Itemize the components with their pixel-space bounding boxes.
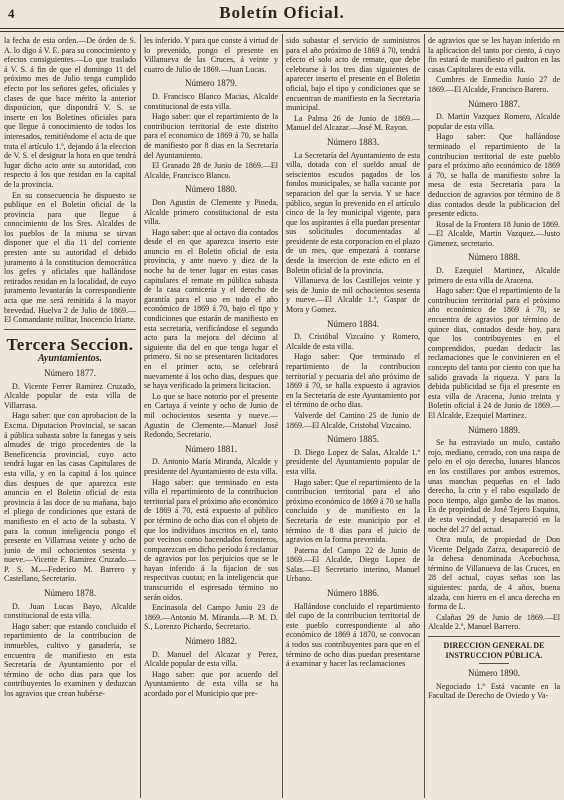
page-header xyxy=(0,0,564,29)
paragraph: Encinasola del Campo Junio 23 de 1869.—Antonio M. Miranda.—P. M. D. S., Lorenzo Pichardo, Secretario. xyxy=(144,603,278,632)
short-divider xyxy=(479,663,509,664)
paragraph: Hago saber: Que el repartimiento de la contribucion territorial para el año próximo económico de 1869 á 70 se halla concluido y de manifiesto en la Secretaría de este municipio por el término de 8 dias para el juicio de agravios en la forma prevenida. xyxy=(286,477,420,545)
page-number: 4 xyxy=(8,6,15,21)
paragraph: Hago saber: que con aprobacion de la Excma. Diputacion Provincial, se sacan á pública subasta sobre la fanegas y seis almudes de trigo procedentes de la Beneficencia provincial, cuyo acto tendrá lugar en las casas Capitulares de esta villa, y en la capital á los quince dias despues de que aparezca este anuncio en el Boletin oficial de esta provincia á las doce de su mañana, bajo el pliego de condiciones que estará de manifiesto en el acto de la subasta. Y para la comun inteligencia pongo el presente en Villarrasa veinte y ocho de junio de mil ochocientos sesenta y nueve.—Vicente F. Ramirez Cruzado.—P. S. M.—Federico M. Barrero y Castellano, Secretario. xyxy=(4,411,136,584)
paragraph: Negociado 1.º Está vacante en la Facultad de Derecho de Oviedo y Va- xyxy=(428,681,560,701)
paragraph: La Palma 26 de Junio de 1869.—Manuel del Alcazar.—José M. Rayon. xyxy=(286,113,420,133)
paragraph: Villanueva de los Castillejos veinte y seis de Junio de mil ochocientos sesenta y nueve.—El Alcalde 1.º, Gaspar de Mora y Gomez. xyxy=(286,276,420,315)
paragraph: Hago saber: Que el repartimiento de la contribucion territorial para el próximo año económico de 1869 á 70, se encuentra de agravios por término de quince dias, contados desde hoy, para que los contribuyentes en el comprendidos, puedan deducir las reclamaciones que le convinieren en el concepto del tanto por ciento con que ha salido gravada la riqueza. Y para la debida publicidad se fija el presente en esta villa de Aracena, Junio treinta y Boletin oficial á 24 de Junio de 1869.—El Alcalde, Ezequiel Martinez. xyxy=(428,286,560,420)
paragraph: D. Cristóbal Vizcaíno y Romero, Alcalde de esta villa. xyxy=(286,332,420,351)
column-1 xyxy=(4,36,136,796)
masthead-title: Boletín Oficial. xyxy=(219,3,345,22)
paragraph: D. Ezequiel Martinez, Alcalde primero de esta villa de Aracena. xyxy=(428,266,560,285)
column-divider xyxy=(282,34,283,798)
paragraph: D. Manuel del Alcazar y Perez, Alcalde popular de esta villa. xyxy=(144,649,278,669)
column-4 xyxy=(428,36,560,796)
column-divider xyxy=(140,34,141,798)
paragraph: En su consecuencia he dispuesto se publique en el Boletin oficial de la provincia para que llegue á conocimiento de los Sres. Alcaldes de los pueblos de la misma se sirvan disponer que el dia 11 del corriente presten ante su autoridad el debido juramento á la constitucion democrática los gefes y oficiales que hallándose retirados residan en la localidad, de cuyo juramento levantarán la correspondiente acta que me será remitida á la mayor brevedad. Huelva 2 de Julio de 1869.—El Comandante militar, Inocencio Iriarte. xyxy=(4,190,136,325)
divider xyxy=(428,636,560,637)
paragraph: Otra mula, de propiedad de Don Vicente Delgado Zarza, desapareció de la dehesa denominada Acebuchosa, término de Villanueva de las Cruces, en 28 del actual, cuyas señas son las siguientes: parda, de 4 años, buena alzada, con hierro en el anca derecha en forma de L. xyxy=(428,535,560,612)
paragraph: D. Vicente Ferrer Ramirez Cruzado, Alcalde popular de esta villa de Villarrasa. xyxy=(4,381,136,410)
paragraph: Se ha estraviado un mulo, castaño rojo, mediano, cerrado, con una raspa de pelo en el ojo derecho, lunares blancos en los costillares por ambos estremos, unas manchas pequeñas en el lado derecho, la crin y el rabo esquilado de poco tiempo, algo gambo de las manos. Es de propiedad de José Tejero Esquina, de esta vecindad, y desapareció en la noche del 27 del actual. xyxy=(428,438,560,534)
paragraph: D. Francisco Blanco Macias, Alcalde constitucional de esta villa. xyxy=(144,91,278,111)
paragraph: Valverde del Camino 25 de Junio de 1869.—El Alcalde, Cristobal Vizcaino. xyxy=(286,410,420,430)
paragraph: El Granado 28 de Junio de 1869.—El Alcalde, Francisco Blanco. xyxy=(144,161,278,180)
notice-number: Número 1881. xyxy=(185,443,237,454)
column-3 xyxy=(286,36,420,796)
paragraph: Hago saber: Que terminado el repartimiento de la contribucion territorial y pecuaria del año próximo de 1869 á 70, se halla expuesto á agravios en la Secretaría de este Ayuntamiento por el término de ocho dias. xyxy=(286,352,420,410)
paragraph: Lo que se hace notorio por el presente en Cartaya á veinte y ocho de Junio de mil ochocientos sesenta y nueve.—Agustin de Clemente.—Manuel José Redondo, Secretario. xyxy=(144,391,278,440)
paragraph: La Secretaría del Ayuntamiento de esta villa, dotada con el sueldo anual de seiscientos escudos pagados de los fondos municipales, se halla vacante por separacion del que la servia. Y se hace público, segun lo prevenido en el artículo cinco de la ley municipal vigente, para que los aspirantes á ella puedan presentar sus solicitudes documentadas al presidente de esta corporacion en el plazo de un mes, que empezará á contarse desde la insercion de este edicto en el Boletin oficial de la provincia. xyxy=(286,150,420,275)
paragraph: Hago saber: que estando concluido el repartimiento de la contribucion de inmuebles, cultivo y ganadería, se encuentra de manifiesto en esta Secretaría de Ayuntamiento por el término de ocho dias para que los contribuyentes lo examinen y deduzcan los agravios que crean hubérse- xyxy=(4,621,136,698)
notice-number: Número 1878. xyxy=(44,588,96,599)
notice-number: Número 1888. xyxy=(468,252,520,263)
paragraph: Hago saber: que el repartimiento de la contribucion territorial de este distrito para el economico de 1869 á 70, se halla de manifiesto por 8 dias en la Secretaría del Ayuntamiento. xyxy=(144,112,278,160)
paragraph: Paterna del Campo 22 de Junio de 1869.—El Alcalde, Diego Lopez de Salas.—El Secretario interino, Manuel Urbano. xyxy=(286,545,420,584)
notice-number: Número 1885. xyxy=(327,434,379,445)
section-heading: DIRECCION GENERAL DE INSTRUCCION PÚBLICA. xyxy=(443,641,545,660)
notice-number: Número 1887. xyxy=(468,98,520,109)
paragraph: Hago saber: que terminado en esta villa el repartimiento de la contribucion territorial para el próximo año económico de 1869 á 70, está expuesto al público por término de ocho dias con el objeto de que los individuos inscritos en el, tanto por vecinos como hacendados forasteros, comparezcan en dicho período á reclamar de agravios por los perjuicios que se le hayan inferido á la fijacion de sus respectivas cuotas; en la inteligencia que transcurrido el espresado término no serán oidos. xyxy=(144,477,278,602)
paragraph: Cumbres de Enmedio Junio 27 de 1869.—El Alcalde, Francisco Barero. xyxy=(428,75,560,94)
header-rule xyxy=(0,31,564,32)
paragraph: Hago saber: que por acuerdo del Ayuntamiento de esta villa se ha acordado por el Municipio que pre- xyxy=(144,669,278,698)
paragraph: la fecha de esta orden.—De órden de S. A. lo digo á V. E. para su conocimiento y efectos consiguientes.—Lo que traslado á V. S. á fin de que el domingo 11 del próximo mes de Julio tenga cumplido efecto por los señores gefes, oficiales y clases de que hace mérito la anterior disposicion, que dispondrá V. S. se inserte en los Boletines oficiales para que llegue á conocimiento de todos los interesados, remitiéndome el acta de que trata el artículo 1.º, dejando á la eleccion de V. S. el designar la hora en que tendrá lugar dicho acto ante su autoridad, con respecto á los que residan en la capital de la provincia. xyxy=(4,36,136,189)
subsection-heading: Ayuntamientos. xyxy=(38,353,102,365)
notice-number: Número 1889. xyxy=(468,424,520,435)
notice-number: Número 1884. xyxy=(327,318,379,329)
notice-number: Número 1880. xyxy=(185,184,237,195)
paragraph: D. Diego Lopez de Salas, Alcalde 1.º presidente del Ayuntamiento popular de esta villa. xyxy=(286,447,420,476)
paragraph: Don Agustin de Clemente y Pineda, Alcalde primero constitucional de esta villa. xyxy=(144,197,278,227)
paragraph: Hallándose concluido el repartimiento del cupo de la contribucion territorial de este pueblo correspondiente al año económico de 1869 á 1870, se convocan á todos sus contribuyentes para que en el término de ocho dias puedan presentarse á examinar y hacer las reclamaciones xyxy=(286,601,420,669)
notice-number: Número 1890. xyxy=(468,668,520,679)
notice-number: Número 1879. xyxy=(185,78,237,89)
paragraph: Calañas 29 de Junio de 1869.—El Alcalde 2.º, Manuel Barrero. xyxy=(428,612,560,632)
paragraph: Hago saber: que al octavo dia contados desde el en que aparezca inserto este anuncio en el Boletin oficial de esta provincia, y ante nuevo y diez de la noche ha de tener lugar en estas casas capitulares el remate en pública subasta de la casa carnicería y el derecho de garantía para el uso en todo el año económico de 1869 á 70, bajo el tipo y condiciones que estarán de manifiesto en esta secretaría, verificándose el segundo acto para la mejora del décimo al siguiente dia del en que tenga lugar el primero. Si no se presentaren licitadores en el primer acto, se celebrará nuevamente á los ocho dias, despues que se haya verificado la primera licitacion. xyxy=(144,227,278,391)
paragraph: de agravios que se les hayan inferido en la aplicacion del tanto por ciento, á cuyo fin estará de manifiesto el padron en las casas Capitulares de esta villa. xyxy=(428,36,560,74)
paragraph: Hago saber: Que hallándose terminado el repartimiento de la contribucion territorial de este pueblo para el próximo año económico de 1869 á 70, se halla de manifiesto sobre la mesa de esta Secretaría para la deduccion de agravios por término de 8 dias contados desde la publicacion del presente edicto. xyxy=(428,132,560,219)
column-2 xyxy=(144,36,278,796)
notice-number: Número 1883. xyxy=(327,136,379,147)
paragraph: Rosal de la Frontera 18 Junio de 1869.—El Alcalde, Martin Vazquez.—Justo Gimenez, secretario. xyxy=(428,219,560,248)
paragraph: les inferido. Y para que conste á virtud de lo prevenido, pongo el presente en Villanueva de las Cruces, á veinte y cuatro de Julio de 1869.—Juan Lucas. xyxy=(144,36,278,74)
paragraph: D. Martin Vazquez Romero, Alcalde popular de esta villa. xyxy=(428,112,560,131)
paragraph: sido subastar el servicio de suministros para el año próximo de 1869 á 70, tendrá efecto el solo acto de remate, que debe celebrarse á los tres dias siguientes de aparecer inserto el presente en el Boletin oficial, bajo el tipo y condiciones que se encuentran de manifiesto en la Secretaría municipal. xyxy=(286,36,420,113)
divider xyxy=(4,329,136,330)
paragraph: D. Juan Lucas Bayo, Alcalde constitucional de esta villa. xyxy=(4,601,136,621)
paragraph: D. Antonio María Miranda, Alcalde y presidente del Ayuntamiento de esta villa. xyxy=(144,457,278,476)
column-divider xyxy=(424,34,425,798)
notice-number: Número 1877. xyxy=(44,368,96,378)
notice-number: Número 1886. xyxy=(327,588,379,599)
section-heading: Tercera Seccion. xyxy=(6,334,134,354)
notice-number: Número 1882. xyxy=(185,636,237,647)
